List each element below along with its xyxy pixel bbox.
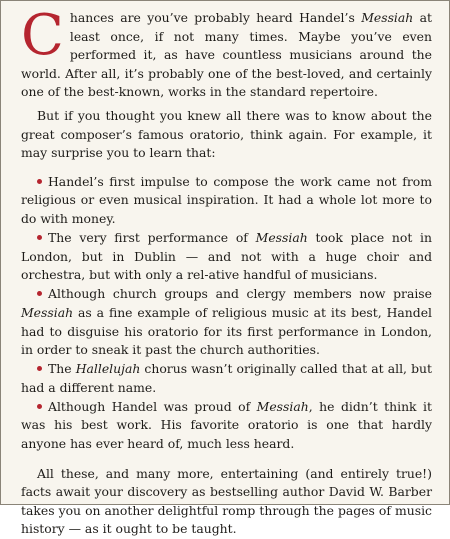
fact-list	[21, 173, 432, 454]
intro-paragraph	[21, 3, 432, 102]
bullet-icon	[37, 235, 42, 240]
list-item: The very first performance of Messiah took place not in London, but in Dublin — and not with a huge choir and orchestra, but with only a rel-ative handful of musicians.	[21, 230, 432, 283]
title-italic: Messiah	[361, 10, 414, 25]
lead-paragraph: But if you thought you knew all there was to know about the great composer’s famous oratorio, think again. For example, it may surprise you to learn that:	[21, 107, 432, 161]
intro-text: hances are you’ve probably heard Handel’s	[69, 10, 362, 25]
list-item: Handel’s first impulse to compose the work came not from religious or even musical inspiration. It had a whole lot more to do with money.	[21, 173, 432, 226]
list-item: Although church groups and clergy members now praise Messiah as a fine example of religious music at its best, Handel had to disguise his oratorio for its first performance in London, in order to sneak it past the church authorities.	[21, 286, 432, 358]
bullet-icon	[37, 179, 42, 184]
bullet-icon	[37, 404, 42, 409]
bullet-icon	[37, 291, 42, 296]
closing-paragraph: All these, and many more, entertaining (and entirely true!) facts await your discovery as bestselling author David W. Barber takes you on another delightful romp through the pages of music history — as it ought to be taught.	[21, 465, 432, 537]
bullet-icon	[37, 366, 42, 371]
drop-cap: C	[21, 3, 64, 68]
list-item: Although Handel was proud of Messiah, he didn’t think it was his best work. His favorite oratorio is one that hardly anyone has ever heard of, much less heard.	[21, 398, 432, 452]
list-item: The Hallelujah chorus wasn’t originally called that at all, but had a different name.	[21, 361, 432, 395]
intro-text: at least once, if not many times. Maybe you’ve even performed it, as have countless musicians around the world. After all, it’s probably one of the best-loved, and certainly one of the best-known, works in the standard repertoire.	[21, 10, 432, 100]
blurb-text	[21, 3, 432, 539]
